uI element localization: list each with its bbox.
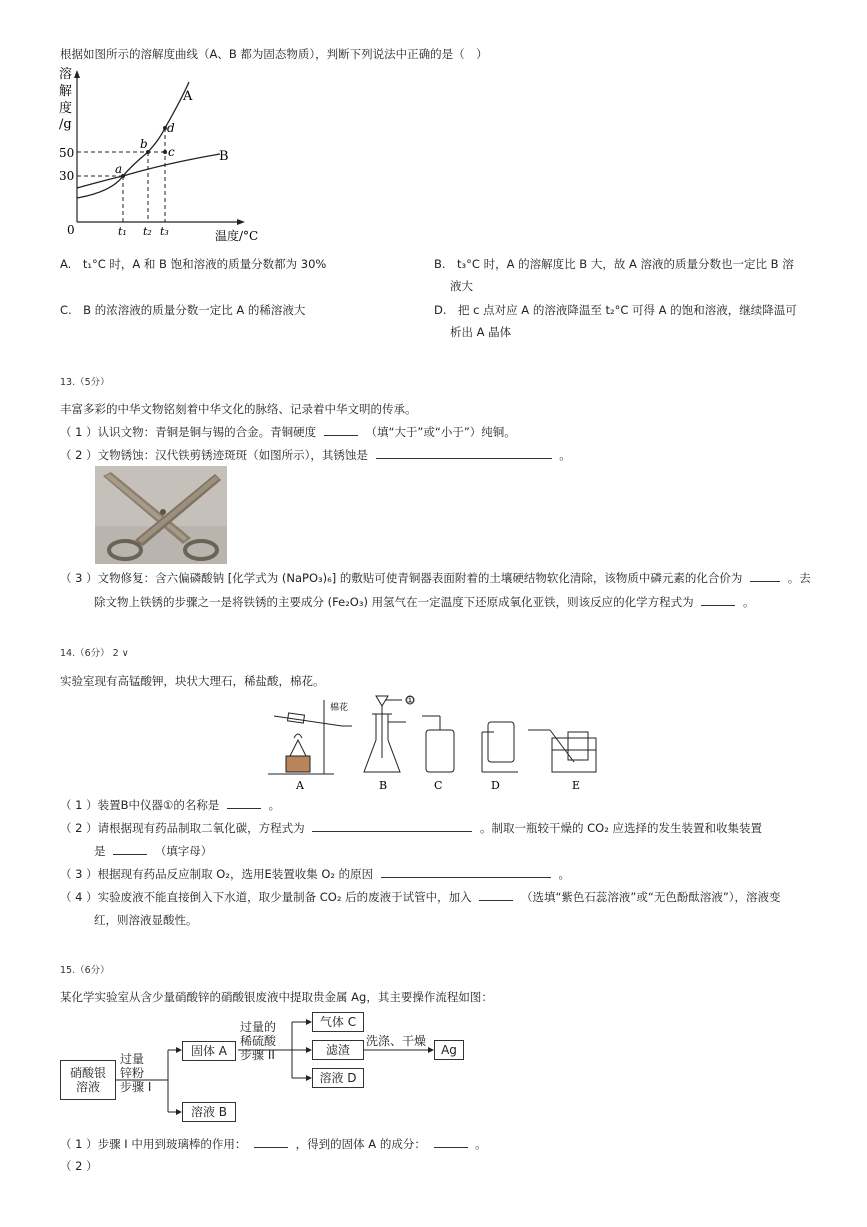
chart-xtick-t1: t₁ bbox=[118, 225, 127, 238]
chart-ylabel-1: 溶 bbox=[59, 67, 73, 82]
chart-xtick-t2: t₂ bbox=[143, 225, 152, 238]
curve-a bbox=[77, 82, 189, 198]
q15-part1-text-a: （ 1 ）步骤 I 中用到玻璃棒的作用： bbox=[60, 1137, 247, 1151]
q14-part2-text-b: 。制取一瓶较干燥的 CO₂ 应选择的发生装置和收集装置 bbox=[479, 821, 762, 835]
label-point-a: a bbox=[115, 162, 123, 176]
flow-residue-box bbox=[312, 1040, 364, 1060]
label-curve-b: B bbox=[219, 149, 229, 164]
flow-wash-label: 洗涤、干燥 bbox=[366, 1034, 427, 1048]
q14-part2-blank2[interactable] bbox=[113, 845, 147, 855]
point-c bbox=[163, 150, 167, 154]
chart-xlabel: 温度/°C bbox=[215, 229, 259, 243]
q15-part1-blank2[interactable] bbox=[434, 1138, 468, 1148]
label-point-d: d bbox=[167, 121, 175, 135]
apparatus-label-c: C bbox=[434, 779, 443, 792]
q13-part3-line1 bbox=[60, 570, 811, 586]
flow-solid-a-box bbox=[182, 1041, 236, 1061]
q12-option-a[interactable]: A. t₁°C 时，A 和 B 饱和溶液的质量分数都为 30% bbox=[60, 257, 327, 271]
q15-part1-blank1[interactable] bbox=[254, 1138, 288, 1148]
q14-part1 bbox=[60, 797, 280, 813]
q14-part2-text-a: （ 2 ）请根据现有药品制取二氧化碳，方程式为 bbox=[60, 821, 305, 835]
flow-gas-c-label: 气体 C bbox=[319, 1015, 357, 1029]
q14-header: 14.（6分） 2 ∨ bbox=[60, 648, 129, 659]
q13-intro: 丰富多彩的中华文物铭刻着中华文化的脉络、记录着中华文明的传承。 bbox=[60, 402, 417, 416]
q15-part1 bbox=[60, 1136, 487, 1152]
q14-part3-text-a: （ 3 ）根据现有药品反应制取 O₂，选用E装置收集 O₂ 的原因 bbox=[60, 867, 374, 881]
flow-step1-label: 过量锌粉步骤 I bbox=[120, 1052, 152, 1094]
iron-scissors-photo bbox=[95, 466, 227, 564]
q13-part1-blank[interactable] bbox=[324, 426, 358, 436]
q13-part2-blank[interactable] bbox=[376, 449, 552, 459]
label-mianhua: 棉花 bbox=[330, 703, 349, 713]
q12-option-d-line2: 析出 A 晶体 bbox=[450, 325, 512, 339]
chart-xtick-t3: t₃ bbox=[160, 225, 169, 238]
q15-part2: （ 2 ） bbox=[60, 1159, 98, 1173]
q14-part1-text-b: 。 bbox=[268, 798, 281, 812]
apparatus-label-e: E bbox=[572, 779, 581, 792]
q13-part3-text-a: （ 3 ）文物修复：含六偏磷酸钠 [化学式为 (NaPO₃)₆] 的敷贴可使青铜器表面附着的土壤硬结物软化清除，该物质中磷元素的化合价为 bbox=[60, 571, 743, 585]
flow-ag-box bbox=[434, 1040, 464, 1060]
q12-option-d-line1[interactable]: D. 把 c 点对应 A 的溶液降温至 t₂°C 可得 A 的饱和溶液，继续降温可 bbox=[434, 303, 797, 317]
q14-part3 bbox=[60, 866, 570, 882]
q14-part2-blank1[interactable] bbox=[312, 822, 472, 832]
q13-part3-blank1[interactable] bbox=[750, 572, 780, 582]
q12-option-b-line2: 液大 bbox=[450, 279, 473, 293]
flow-step2-label: 过量的稀硫酸步骤 II bbox=[240, 1020, 277, 1062]
q14-part2-text-c: 是 bbox=[94, 844, 106, 858]
q13-part2-text-a: （ 2 ）文物锈蚀：汉代铁剪锈迹斑斑（如图所示），其锈蚀是 bbox=[60, 448, 368, 462]
q14-part3-text-b: 。 bbox=[558, 867, 570, 881]
label-point-c: c bbox=[168, 145, 175, 159]
chart-ylabel-2: 解 bbox=[59, 84, 73, 99]
chart-origin: 0 bbox=[67, 223, 75, 237]
chart-ytick-30: 30 bbox=[59, 169, 75, 183]
q13-part1-text-a: （ 1 ）认识文物：青铜是铜与锡的合金。青铜硬度 bbox=[60, 425, 317, 439]
label-curve-a: A bbox=[183, 89, 193, 104]
q14-part2-text-d: （填字母） bbox=[154, 844, 213, 858]
q14-part4-line2: 红，则溶液显酸性。 bbox=[94, 913, 198, 927]
q15-header: 15.（6分） bbox=[60, 965, 110, 976]
q12-option-b-line1[interactable]: B. t₃°C 时，A 的溶解度比 B 大，故 A 溶液的质量分数也一定比 B 溶 bbox=[434, 257, 794, 271]
q13-part2 bbox=[60, 447, 571, 463]
flow-gas-c-box bbox=[312, 1012, 364, 1032]
q14-part4-line1 bbox=[60, 889, 781, 905]
q15-part1-text-b: ，得到的固体 A 的成分： bbox=[295, 1137, 426, 1151]
flow-solid-a-label: 固体 A bbox=[190, 1044, 228, 1058]
q12-stem: 根据如图所示的溶解度曲线（A、B 都为固态物质），判断下列说法中正确的是（ ） bbox=[60, 47, 488, 61]
flow-solution-d-label: 溶液 D bbox=[319, 1071, 357, 1085]
chart-ylabel-4: /g bbox=[59, 117, 72, 132]
q14-part1-text-a: （ 1 ）装置B中仪器①的名称是 bbox=[60, 798, 220, 812]
label-marker-1: ① bbox=[406, 696, 415, 706]
q14-part4-blank[interactable] bbox=[479, 891, 513, 901]
chart-ylabel-3: 度 bbox=[59, 101, 73, 116]
q13-part1 bbox=[60, 424, 516, 440]
flow-residue-label: 滤渣 bbox=[325, 1043, 350, 1057]
apparatus-label-a: A bbox=[296, 779, 304, 792]
q14-part3-blank[interactable] bbox=[381, 868, 551, 878]
flow-start-label: 硝酸银溶液 bbox=[69, 1066, 106, 1094]
q14-part4-text-a: （ 4 ）实验废液不能直接倒入下水道，取少量制备 CO₂ 后的废液于试管中，加入 bbox=[60, 890, 472, 904]
q15-part1-text-c: 。 bbox=[475, 1137, 487, 1151]
q14-part2-line1 bbox=[60, 820, 762, 836]
flow-solution-d-box bbox=[312, 1068, 364, 1088]
q14-part4-text-b: （选填“紫色石蕊溶液”或“无色酚酞溶液”），溶液变 bbox=[520, 890, 781, 904]
apparatus-label-b: B bbox=[379, 779, 388, 792]
flow-start-box bbox=[60, 1060, 116, 1100]
flow-ag-label: Ag bbox=[441, 1043, 457, 1057]
lab-apparatus-figure bbox=[260, 692, 600, 792]
chart-ytick-50: 50 bbox=[59, 146, 75, 160]
label-point-b: b bbox=[140, 137, 148, 151]
flow-solution-b-box bbox=[182, 1102, 236, 1122]
q13-part2-text-b: 。 bbox=[559, 448, 571, 462]
q12-option-c[interactable]: C. B 的浓溶液的质量分数一定比 A 的稀溶液大 bbox=[60, 303, 306, 317]
q15-intro: 某化学实验室从含少量硝酸锌的硝酸银废液中提取贵金属 Ag，其主要操作流程如图： bbox=[60, 990, 493, 1004]
q13-part3-line2 bbox=[94, 594, 754, 610]
flow-solution-b-label: 溶液 B bbox=[190, 1105, 228, 1119]
apparatus-label-d: D bbox=[491, 779, 500, 792]
q13-part1-text-b: （填“大于”或“小于”）纯铜。 bbox=[365, 425, 516, 439]
q13-part3-text-c: 除文物上铁锈的步骤之一是将铁锈的主要成分 (Fe₂O₃) 用氢气在一定温度下还原成氧化亚铁，则该反应的化学方程式为 bbox=[94, 595, 694, 609]
solubility-chart bbox=[55, 62, 285, 247]
q13-part3-blank2[interactable] bbox=[701, 596, 735, 606]
q14-part1-blank[interactable] bbox=[227, 799, 261, 809]
q13-part3-text-d: 。 bbox=[742, 595, 755, 609]
q14-intro: 实验室现有高锰酸钾，块状大理石，稀盐酸，棉花。 bbox=[60, 674, 325, 688]
q14-part2-line2 bbox=[94, 843, 212, 859]
q13-header: 13.（5分） bbox=[60, 377, 110, 388]
q13-part3-text-b: 。去 bbox=[787, 571, 811, 585]
